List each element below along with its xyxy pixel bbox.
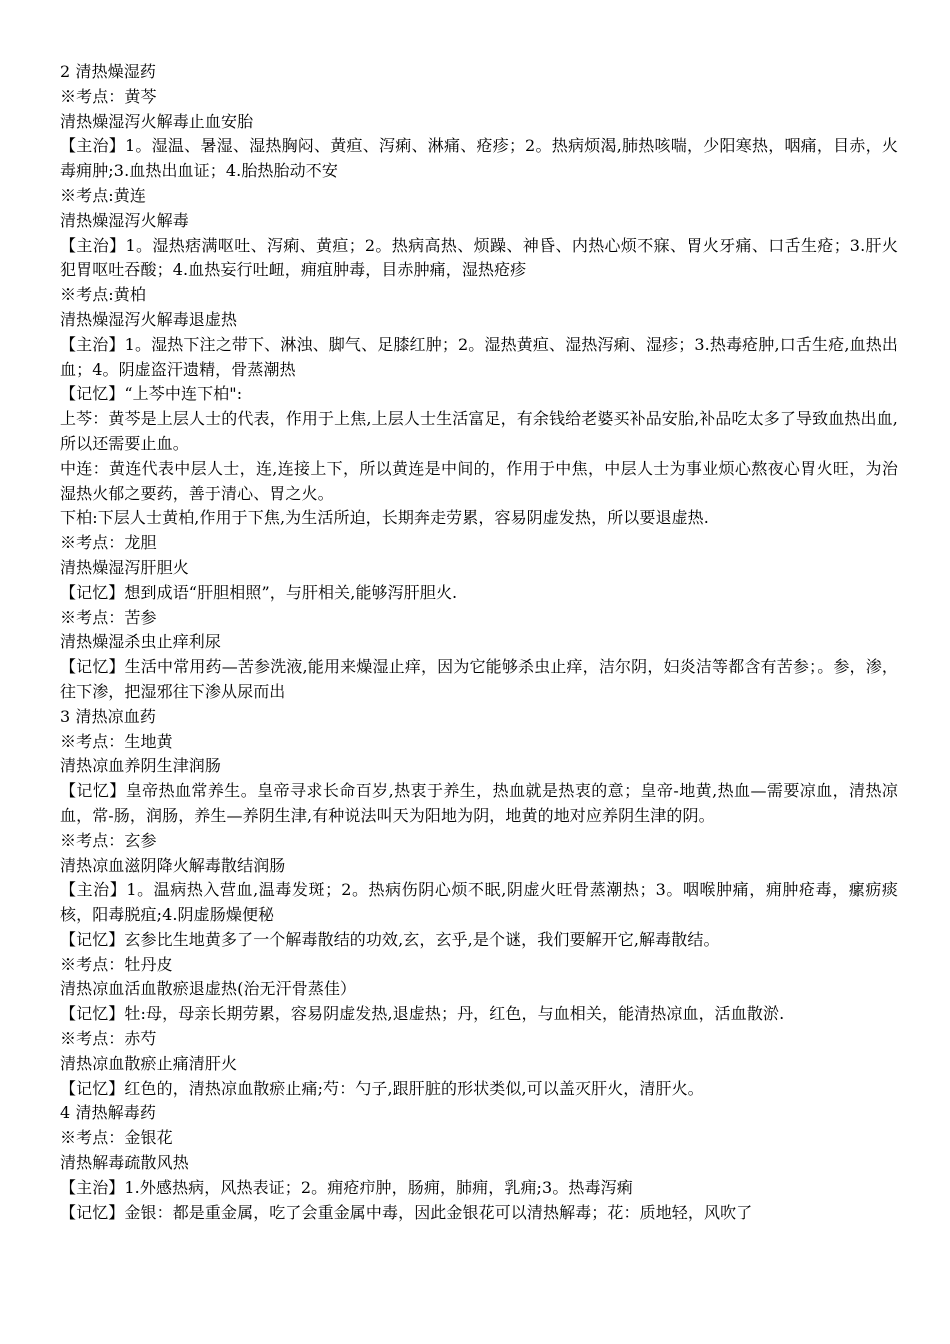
memory-paragraph: 中连：黄连代表中层人士，连,连接上下，所以黄连是中间的，作用于中焦，中层人士为事业烦心熬夜心胃火旺，为治湿热火郁之要药，善于清心、胃之火。 [60,458,898,503]
efficacy-line: 清热凉血滋阴降火解毒散结润肠 [60,855,286,875]
efficacy-line: 清热凉血活血散瘀退虚热(治无汗骨蒸佳） [60,979,357,999]
memory-paragraph: 【记忆】玄参比生地黄多了一个解毒散结的功效,玄，玄乎,是个谜，我们要解开它,解毒散结。 [60,929,720,949]
efficacy-line: 清热燥湿泻火解毒止血安胎 [60,111,254,131]
exam-point: ※考点：金银花 [60,1128,173,1148]
efficacy-line: 清热凉血散瘀止痛清肝火 [60,1053,238,1073]
section-heading: 2 清热燥湿药 [60,62,156,81]
memory-paragraph: 【记忆】红色的，清热凉血散瘀止痛;芍：勺子,跟肝脏的形状类似,可以盖灭肝火，清肝火。 [60,1078,704,1098]
memory-paragraph: 【记忆】生活中常用药—苦参洗液,能用来燥湿止痒，因为它能够杀虫止痒，洁尔阴，妇炎洁等都含有苦参；。参，渗，往下渗，把湿邪往下渗从尿而出 [60,657,898,701]
exam-point: ※考点：龙胆 [60,533,157,553]
exam-point: ※考点：赤芍 [60,1029,157,1049]
exam-point: ※考点：生地黄 [60,731,173,751]
memory-paragraph: 【记忆】牡:母，母亲长期劳累，容易阴虚发热,退虚热；丹，红色，与血相关，能清热凉血，活血散淤. [60,1004,785,1024]
document-body [60,60,898,1225]
memory-paragraph: 【记忆】皇帝热血常养生。皇帝寻求长命百岁,热衷于养生，热血就是热衷的意；皇帝-地黄,热血—需要凉血，清热凉血，常-肠，润肠，养生—养阴生津,有种说法叫天为阳地为阴，地黄的地对应养阴生津的阴。 [60,781,898,825]
memory-paragraph: 上芩：黄芩是上层人士的代表，作用于上焦,上层人士生活富足，有余钱给老婆买补品安胎,补品吃太多了导致血热出血,所以还需要止血。 [60,409,898,453]
indications-paragraph: 【主治】1。湿热痞满呕吐、泻痢、黄疸；2。热病高热、烦躁、神昏、内热心烦不寐、胃火牙痛、口舌生疮；3.肝火犯胃呕吐吞酸；4.血热妄行吐衄，痈疽肿毒，目赤肿痛，湿热疮疹 [60,235,898,280]
efficacy-line: 清热解毒疏散风热 [60,1153,189,1173]
exam-point: ※考点：苦参 [60,607,157,627]
efficacy-line: 清热燥湿泻火解毒退虚热 [60,309,238,329]
indications-paragraph: 【主治】1。温病热入营血,温毒发斑；2。热病伤阴心烦不眠,阴虚火旺骨蒸潮热；3。咽喉肿痛，痈肿疮毒，瘰疬痰核，阳毒脱疽;4.阴虚肠燥便秘 [60,880,898,925]
indications-paragraph: 【主治】1。湿热下注之带下、淋浊、脚气、足膝红肿；2。湿热黄疸、湿热泻痢、湿疹；3.热毒疮肿,口舌生疮,血热出血；4。阴虚盗汗遗精，骨蒸潮热 [60,334,898,379]
section-heading: 3 清热凉血药 [60,706,156,726]
memory-paragraph: 【记忆】想到成语“肝胆相照”，与肝相关,能够泻肝胆火. [60,582,458,602]
efficacy-line: 清热凉血养阴生津润肠 [60,756,222,776]
efficacy-line: 清热燥湿泻肝胆火 [60,557,189,577]
memory-paragraph: 【记忆】“上芩中连下柏": [60,384,243,404]
memory-paragraph: 下柏:下层人士黄柏,作用于下焦,为生活所迫，长期奔走劳累，容易阴虚发热，所以要退虚热. [60,508,709,528]
exam-point: ※考点:黄柏 [60,285,146,305]
exam-point: ※考点：玄参 [60,830,157,850]
exam-point: ※考点：牡丹皮 [60,954,173,974]
exam-point: ※考点:黄连 [60,185,146,205]
section-heading: 4 清热解毒药 [60,1103,156,1123]
exam-point: ※考点：黄芩 [60,86,157,106]
efficacy-line: 清热燥湿泻火解毒 [60,210,189,230]
indications-paragraph: 【主治】1。湿温、暑湿、湿热胸闷、黄疸、泻痢、淋痛、疮疹；2。热病烦渴,肺热咳喘，少阳寒热，咽痛，目赤，火毒痈肿;3.血热出血证；4.胎热胎动不安 [60,136,898,181]
memory-paragraph: 【记忆】金银：都是重金属，吃了会重金属中毒，因此金银花可以清热解毒；花：质地轻，风吹了 [60,1202,753,1222]
indications-paragraph: 【主治】1.外感热病，风热表证；2。痈疮疖肿，肠痈，肺痈，乳痈;3。热毒泻痢 [60,1177,633,1197]
efficacy-line: 清热燥湿杀虫止痒利尿 [60,632,222,652]
